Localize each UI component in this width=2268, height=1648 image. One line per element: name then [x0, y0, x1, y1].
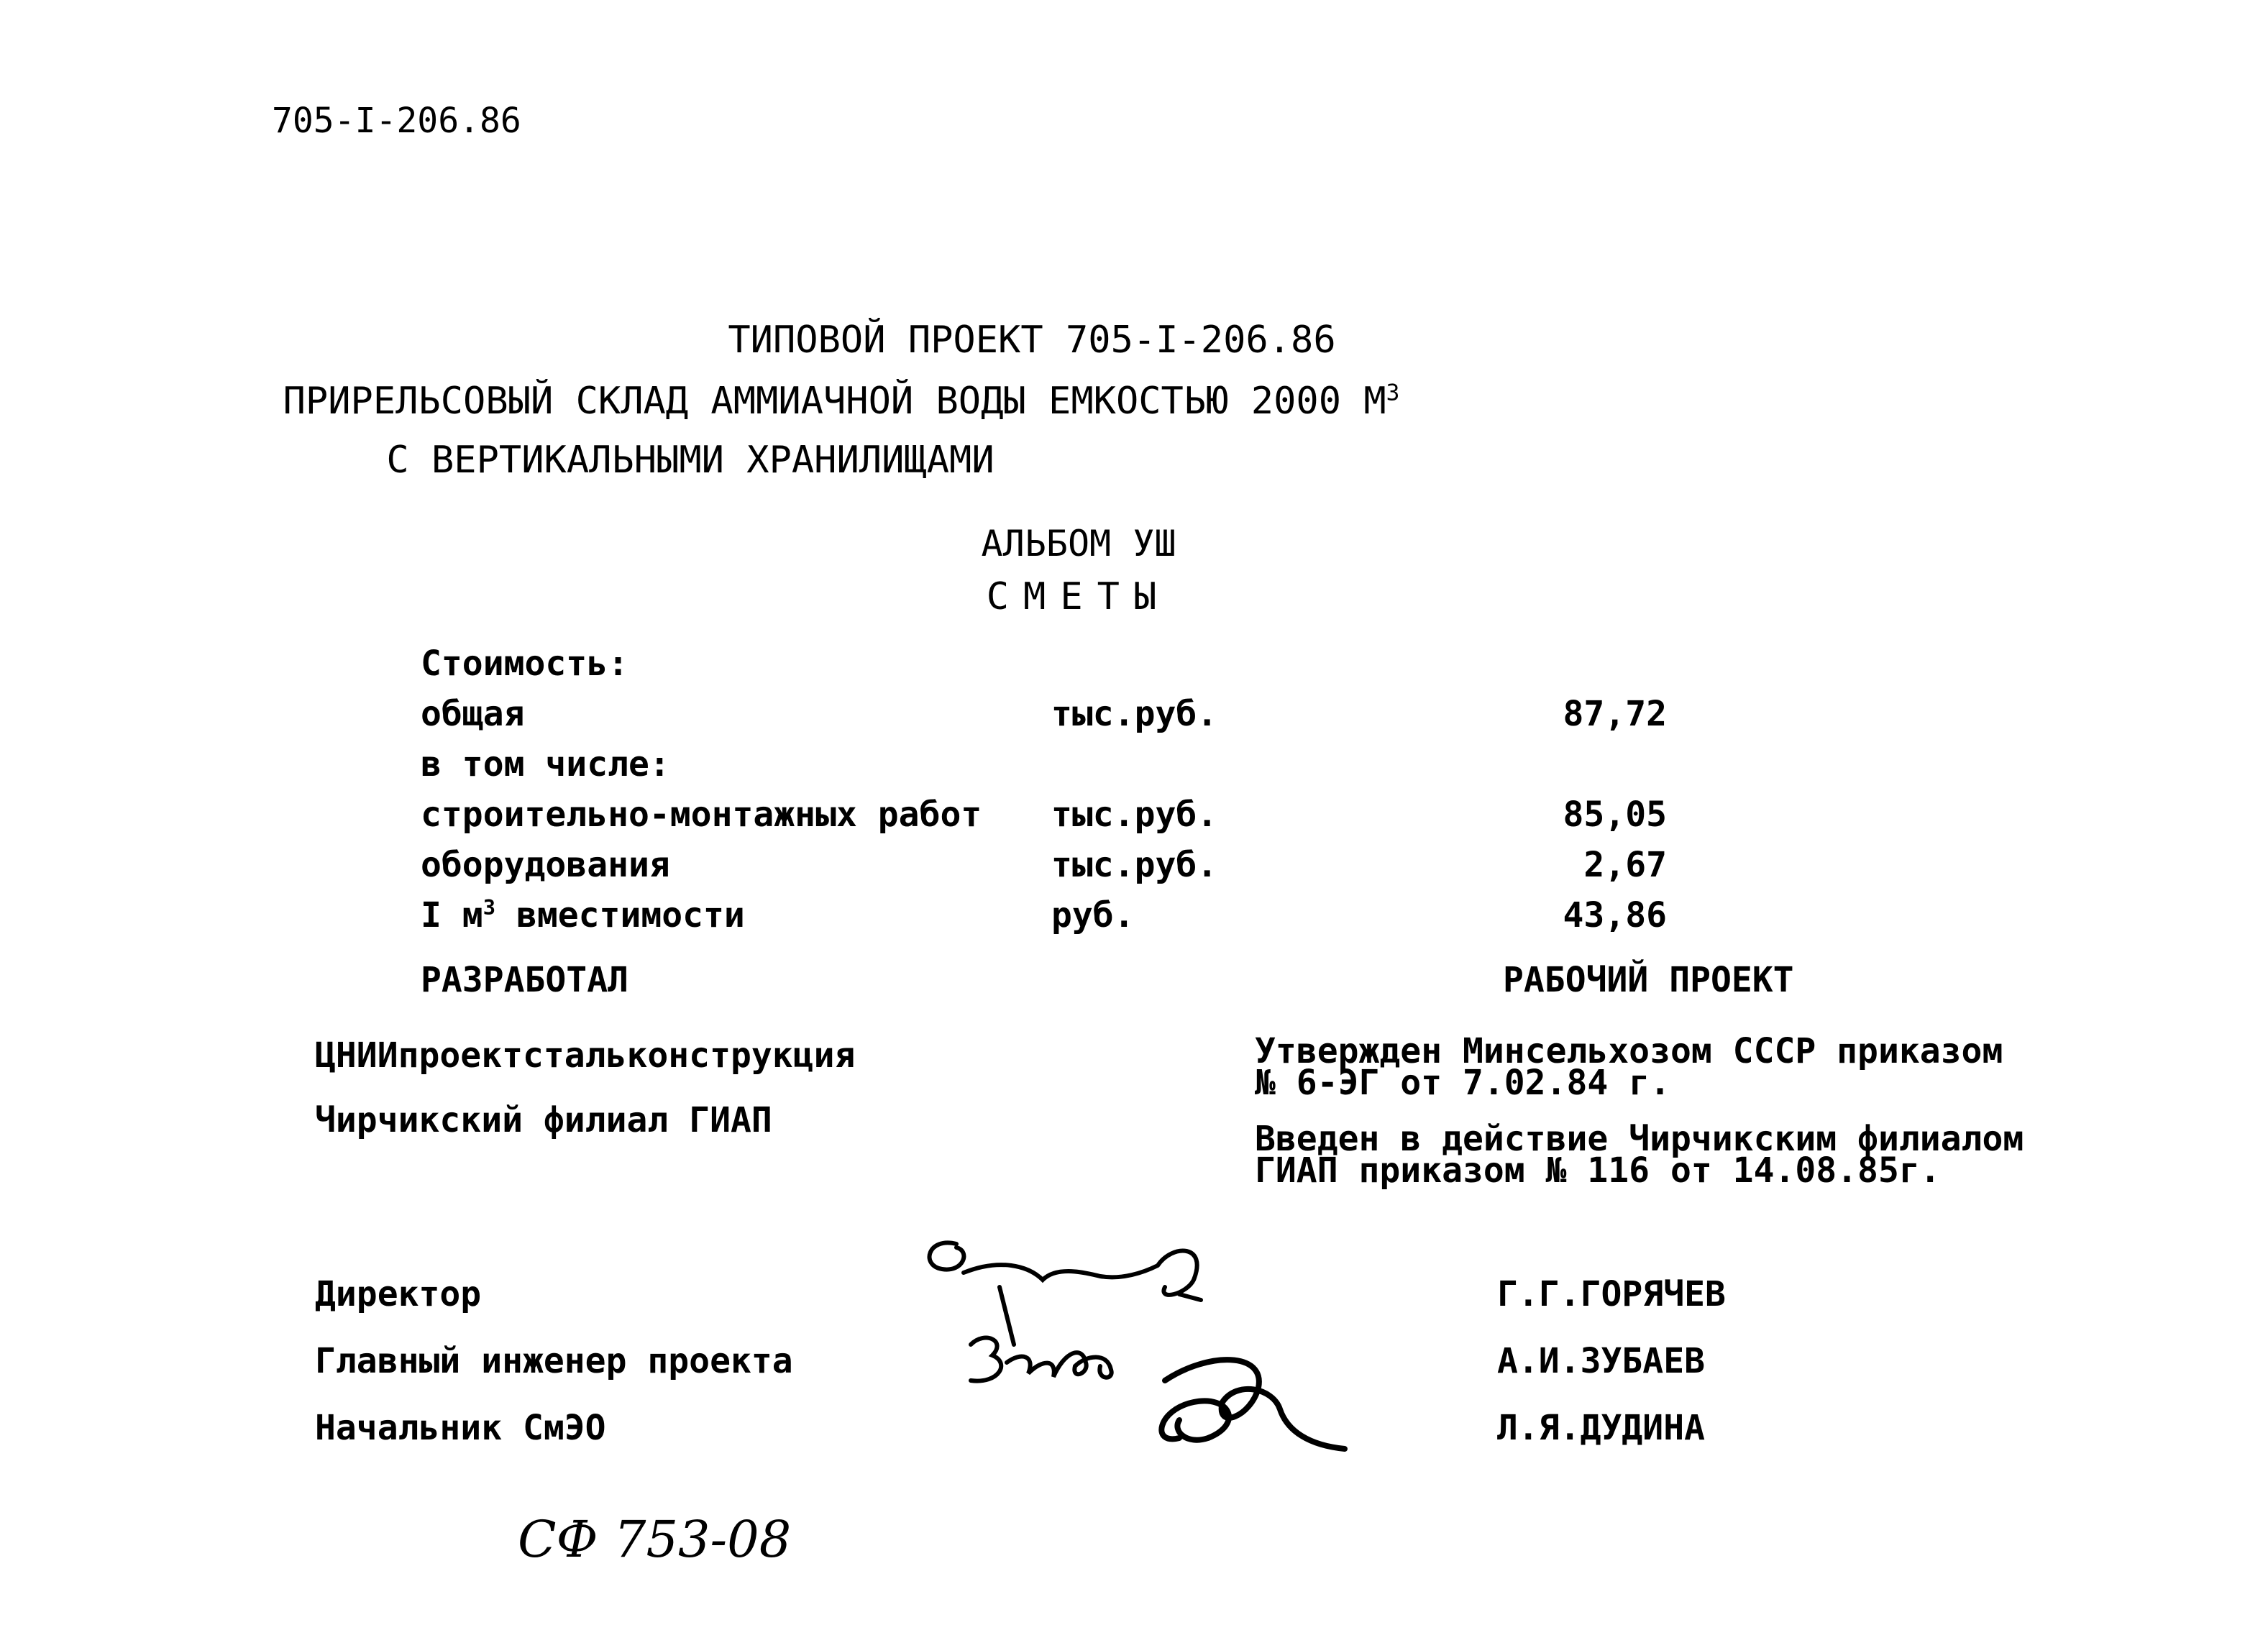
cost-row-label: в том числе:	[421, 744, 670, 784]
enactment-line: ГИАП приказом № 116 от 14.08.85г.	[1255, 1150, 1941, 1191]
signatory-position: Начальник СмЭО	[315, 1408, 606, 1448]
enactment-line: Введен в действие Чирчикским филиалом	[1255, 1119, 2024, 1159]
signatory-position: Главный инженер проекта	[315, 1341, 793, 1381]
cost-row-label: оборудования	[421, 845, 670, 885]
cost-row-value: 87,72	[1563, 694, 1667, 734]
approval-line: Утвержден Минсельхозом СССР приказом	[1255, 1031, 2003, 1071]
document-code: 705-I-206.86	[272, 101, 521, 141]
approval-line: № 6-ЭГ от 7.02.84 г.	[1255, 1063, 1670, 1103]
cost-row-label: строительно-монтажных работ	[421, 795, 982, 835]
cost-row-unit: тыс.руб.	[1051, 795, 1218, 835]
cost-row-value: 2,67	[1583, 845, 1667, 885]
album-label: АЛЬБОМ УШ	[981, 523, 1176, 564]
chief-engineer-signature	[956, 1323, 1143, 1402]
signatory-name: А.И.ЗУБАЕВ	[1497, 1341, 1705, 1381]
section-title: СМЕТЫ	[986, 575, 1171, 618]
cost-row-label-sup: 3	[483, 895, 496, 920]
developed-heading: РАЗРАБОТАЛ	[421, 960, 628, 1000]
project-subtitle-text: ПРИРЕЛЬСОВЫЙ СКЛАД АММИАЧНОЙ ВОДЫ ЕМКОСТЬЮ 2000 М	[283, 380, 1386, 423]
smeo-head-signature	[1136, 1337, 1352, 1467]
enactment-note	[1255, 1119, 2024, 1191]
cost-row-label	[421, 895, 745, 935]
cost-row-unit: руб.	[1051, 895, 1135, 935]
signatory-name: Л.Я.ДУДИНА	[1497, 1408, 1705, 1448]
cost-row-label: общая	[421, 694, 525, 734]
signatory-name: Г.Г.ГОРЯЧЕВ	[1497, 1274, 1726, 1314]
project-subtitle-sup: 3	[1386, 380, 1400, 406]
cost-row-unit: тыс.руб.	[1051, 694, 1218, 734]
developer-org: ЦНИИпроектстальконструкция	[315, 1035, 856, 1076]
working-project-heading: РАБОЧИЙ ПРОЕКТ	[1503, 960, 1794, 1000]
cost-heading: Стоимость:	[421, 644, 628, 684]
cost-row-value: 43,86	[1563, 895, 1667, 935]
signatory-position: Директор	[315, 1274, 482, 1314]
developer-branch: Чирчикский филиал ГИАП	[315, 1100, 772, 1140]
project-title: ТИПОВОЙ ПРОЕКТ 705-I-206.86	[728, 319, 1336, 362]
approval-note	[1255, 1031, 2003, 1103]
cost-row-label-pre: I м	[421, 895, 483, 935]
archive-stamp: СФ 753-08	[518, 1510, 792, 1569]
cost-row-label-post: вместимости	[495, 895, 745, 935]
project-subtitle-line2: С ВЕРТИКАЛЬНЫМИ ХРАНИЛИЩАМИ	[386, 439, 994, 482]
project-subtitle	[0, 380, 1683, 423]
cost-row-value: 85,05	[1563, 795, 1667, 835]
cost-row-unit: тыс.руб.	[1051, 845, 1218, 885]
